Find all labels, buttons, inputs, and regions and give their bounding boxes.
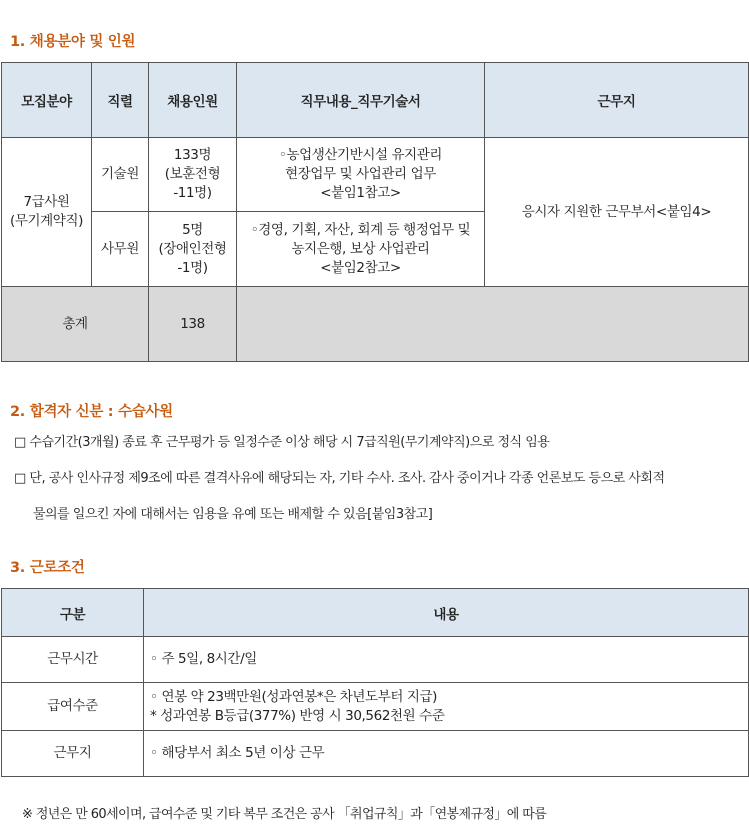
header-field: 모집분야 <box>2 63 92 138</box>
count-cell <box>149 138 237 212</box>
count-line: 5명 <box>182 221 203 238</box>
section2-title: 2. 합격자 신분 : 수습사원 <box>10 404 173 420</box>
count-line: -11명) <box>173 185 212 201</box>
content-line: * 성과연봉 B등급(377%) 반영 시 30,562천원 수준 <box>150 707 445 724</box>
duty-line: 현장업무 및 사업관리 업무 <box>285 166 436 182</box>
header-content: 내용 <box>144 589 749 637</box>
header-count: 채용인원 <box>149 63 237 138</box>
field-cell <box>2 138 92 287</box>
count-cell <box>149 212 237 287</box>
workplace-cell: 응시자 지원한 근무부서<붙임4> <box>485 138 749 287</box>
condition-label: 급여수준 <box>2 683 144 731</box>
content-line: ◦ 연봉 약 23백만원(성과연봉*은 차년도부터 지급) <box>150 688 438 705</box>
duty-line: 농지은행, 보상 사업관리 <box>291 240 430 257</box>
content-line: ◦ 해당부서 최소 5년 이상 근무 <box>150 745 325 761</box>
total-value: 138 <box>149 287 237 362</box>
condition-label: 근무지 <box>2 731 144 777</box>
duty-cell <box>237 212 485 287</box>
section1-title: 1. 채용분야 및 인원 <box>10 34 136 50</box>
conditions-table <box>1 588 749 777</box>
duty-cell <box>237 138 485 212</box>
duty-line: <붙임2참고> <box>320 259 401 276</box>
condition-content <box>144 637 749 683</box>
total-empty <box>237 287 749 362</box>
field-line: 7급사원 <box>23 194 70 210</box>
recruitment-table <box>1 62 749 362</box>
header-workplace: 근무지 <box>485 63 749 138</box>
probation-line: □ 수습기간(3개월) 종료 후 근무평가 등 일정수준 이상 해당 시 7급직원(무기계약직)으로 정식 임용 <box>14 435 550 450</box>
series-cell: 기술원 <box>92 138 149 212</box>
count-line: (장애인전형 <box>158 240 227 257</box>
total-label: 총계 <box>2 287 149 362</box>
content-line: ◦ 주 5일, 8시간/일 <box>150 651 257 667</box>
duty-line: <붙임1참고> <box>320 185 401 201</box>
series-cell: 사무원 <box>92 212 149 287</box>
header-category: 구분 <box>2 589 144 637</box>
field-line: (무기계약직) <box>10 213 83 229</box>
duty-line: ◦경영, 기획, 자산, 회계 등 행정업무 및 <box>250 221 471 238</box>
duty-line: ◦농업생산기반시설 유지관리 <box>278 147 443 163</box>
count-line: -1명) <box>177 259 208 276</box>
disqualification-line-cont: 물의를 일으킨 자에 대해서는 임용을 유예 또는 배제할 수 있음[붙임3참고] <box>33 507 433 522</box>
header-series: 직렬 <box>92 63 149 138</box>
header-duty: 직무내용_직무기술서 <box>237 63 485 138</box>
section3-title: 3. 근로조건 <box>10 560 85 576</box>
footnote: ※ 정년은 만 60세이며, 급여수준 및 기타 복무 조건은 공사 「취업규칙」과「연봉제규정」에 따름 <box>22 807 547 822</box>
condition-content <box>144 683 749 731</box>
count-line: (보훈전형 <box>164 166 221 182</box>
disqualification-line: □ 단, 공사 인사규정 제9조에 따른 결격사유에 해당되는 자, 기타 수사. 조사. 감사 중이거나 각종 언론보도 등으로 사회적 <box>14 471 665 486</box>
count-line: 133명 <box>173 147 212 163</box>
condition-label: 근무시간 <box>2 637 144 683</box>
condition-content <box>144 731 749 777</box>
